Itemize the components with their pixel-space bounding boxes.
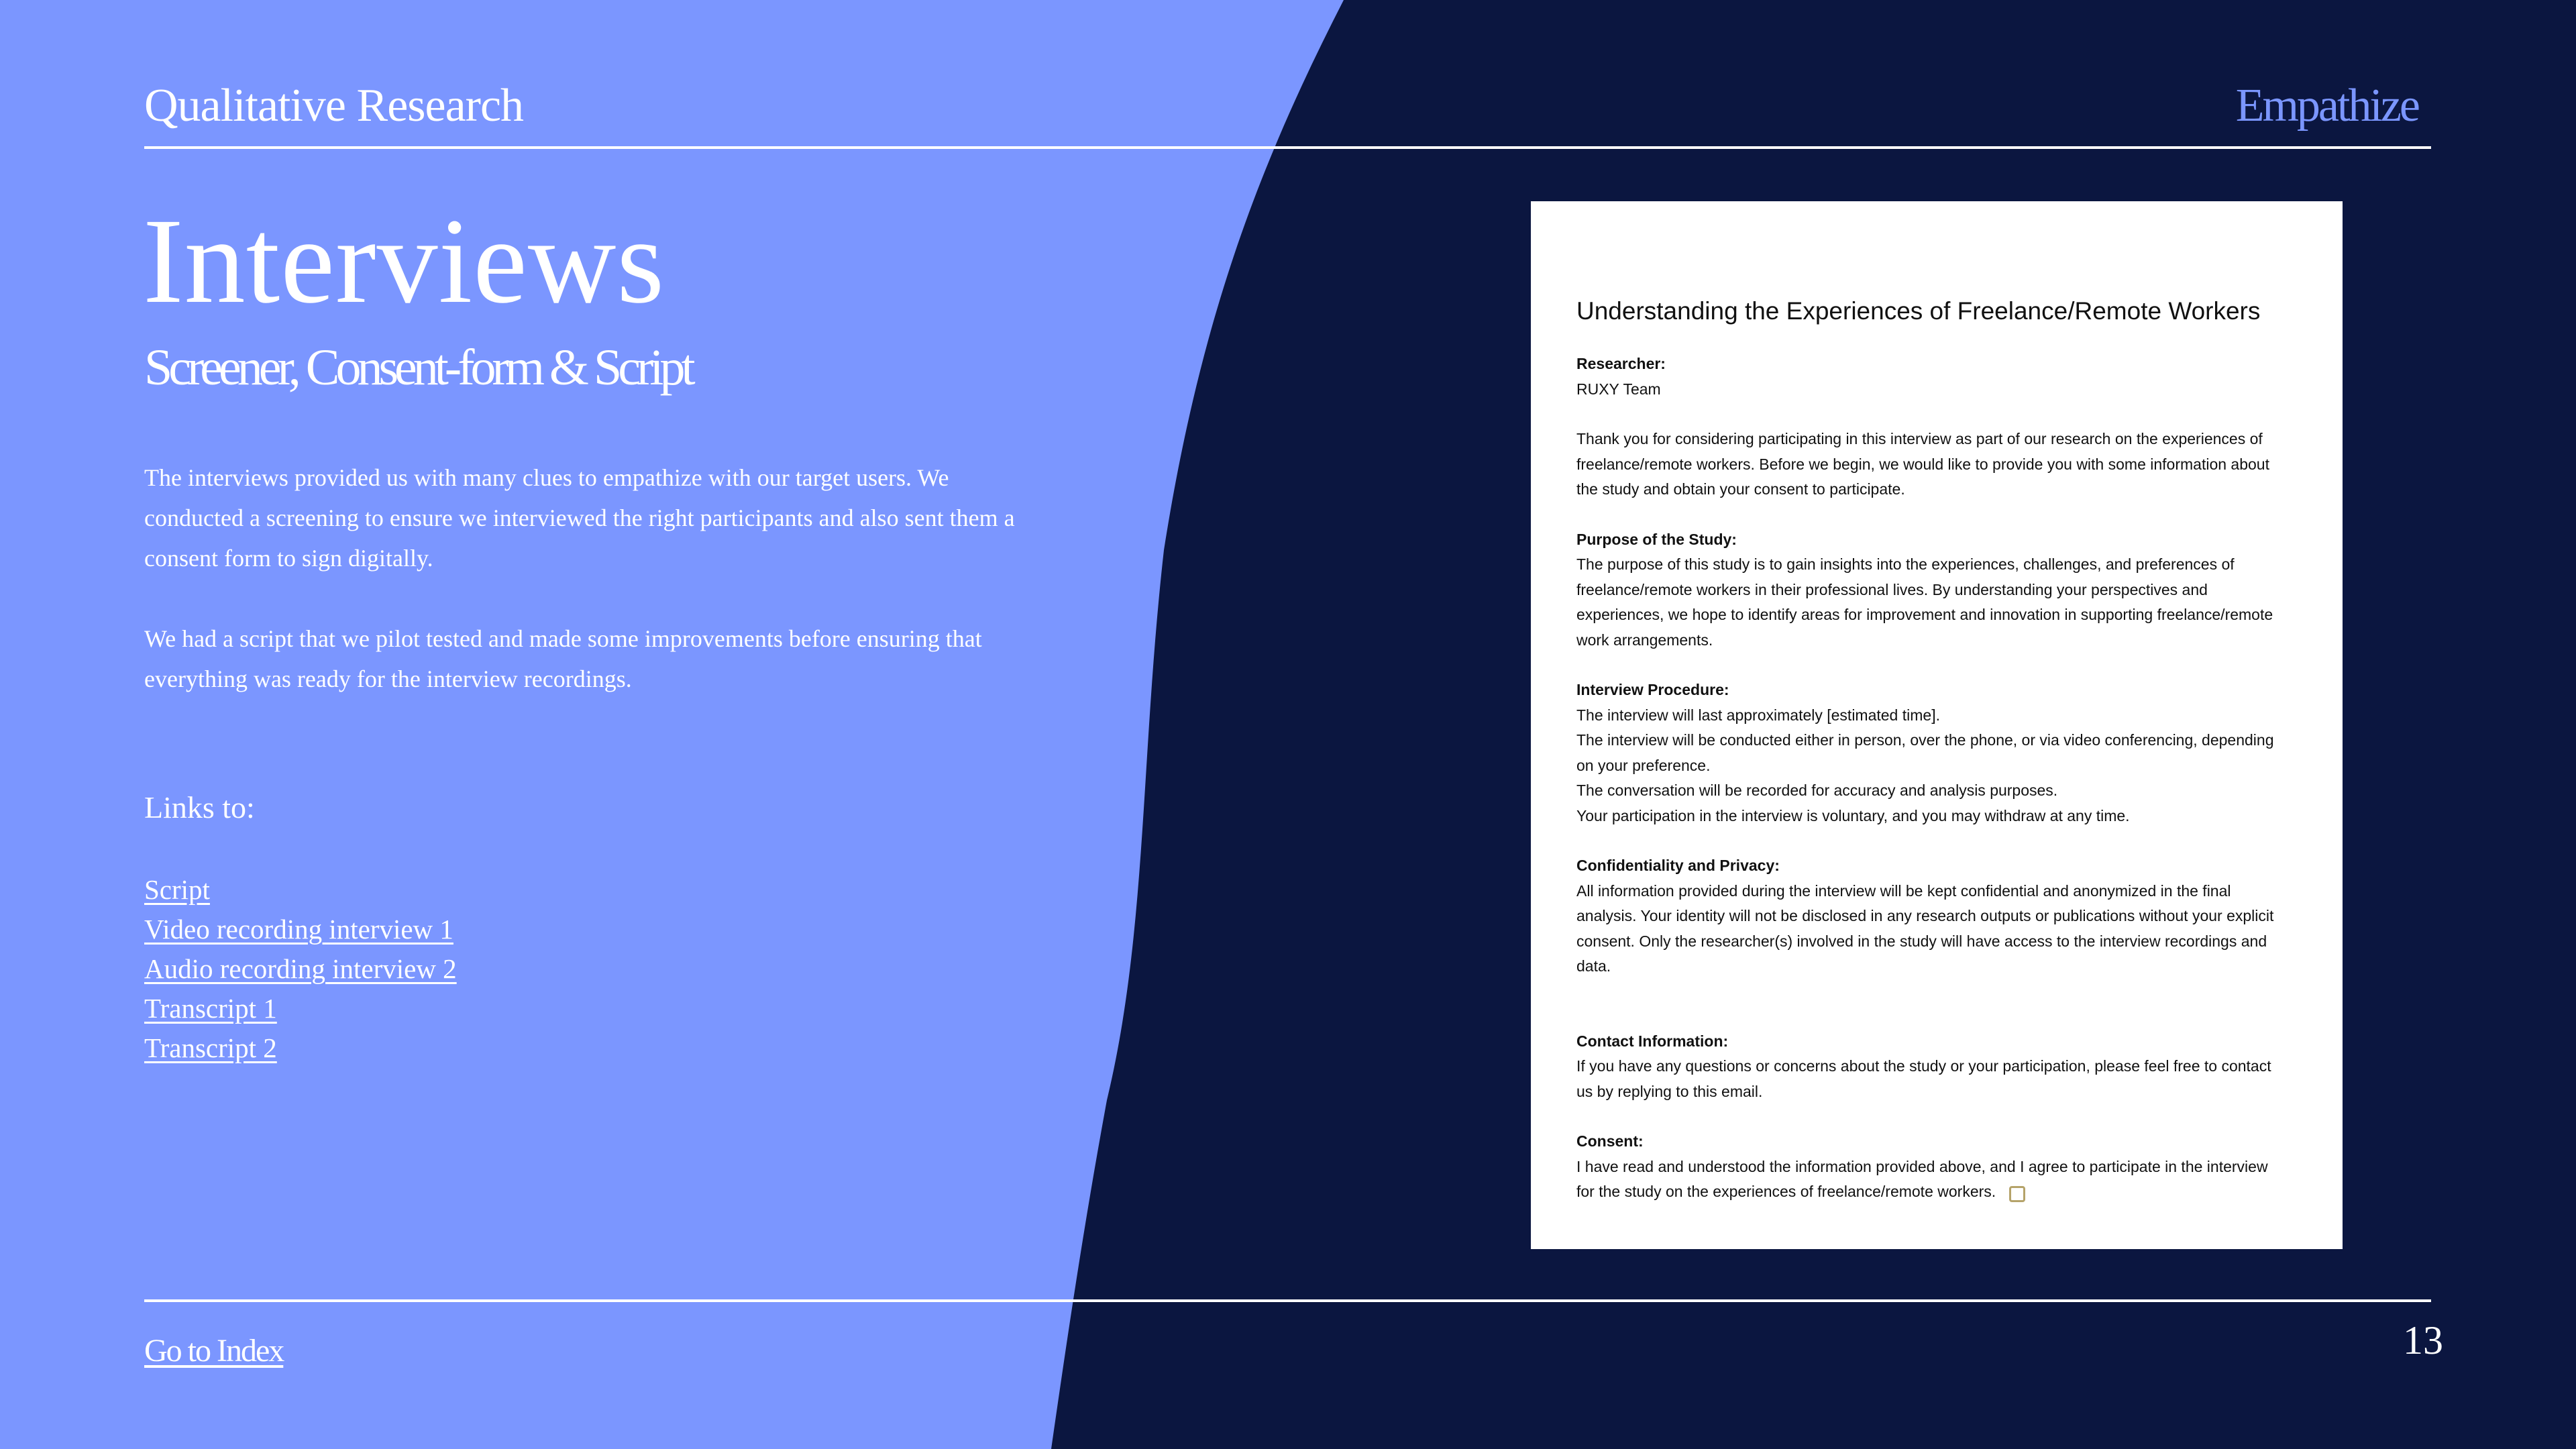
procedure-line: The interview will last approximately [estimated time].	[1576, 706, 1940, 724]
privacy-text: All information provided during the interview will be kept confidential and anonymized in the final analysis. Your identity will not be disclosed in any research outputs or publications without your explicit consent. Only the researcher(s) involved in the study will have access to the interview recordings and data.	[1576, 881, 2274, 975]
consent-section	[1576, 1129, 2289, 1205]
link-item	[144, 949, 457, 989]
link-item	[144, 910, 457, 949]
page-number: 13	[2403, 1318, 2443, 1362]
description-paragraph: The interviews provided us with many clues to empathize with our target users. We conducted a screening to ensure we interviewed the right participants and also sent them a consent form to sign digitally.	[144, 464, 1015, 572]
purpose-section	[1576, 527, 2289, 653]
researcher-name: RUXY Team	[1576, 380, 1661, 398]
page-title: Interviews	[143, 194, 665, 329]
procedure-heading: Interview Procedure:	[1576, 681, 1729, 698]
links-list	[144, 870, 457, 1068]
transcript-2-link[interactable]: Transcript 2	[144, 1032, 277, 1063]
video-recording-interview-1-link[interactable]: Video recording interview 1	[144, 914, 453, 945]
purpose-text: The purpose of this study is to gain insights into the experiences, challenges, and preferences of freelance/remote workers in their professional lives. By understanding your perspectives and experiences, we hope to identify areas for improvement and innovation in supporting freelance/remote work arrangements.	[1576, 555, 2273, 649]
consent-form-title: Understanding the Experiences of Freelance/Remote Workers	[1576, 297, 2261, 325]
privacy-section	[1576, 853, 2289, 979]
procedure-section	[1576, 678, 2289, 828]
intro-section	[1576, 427, 2289, 502]
header-divider	[144, 146, 2431, 149]
consent-line	[1576, 1155, 2289, 1205]
description-paragraph: We had a script that we pilot tested and made some improvements before ensuring that everything was ready for the interview recordings.	[144, 625, 982, 692]
footer-divider	[144, 1299, 2431, 1302]
procedure-line: Your participation in the interview is voluntary, and you may withdraw at any time.	[1576, 806, 2130, 824]
purpose-heading: Purpose of the Study:	[1576, 530, 1737, 548]
researcher-heading: Researcher:	[1576, 355, 1666, 372]
privacy-heading: Confidentiality and Privacy:	[1576, 857, 1780, 874]
audio-recording-interview-2-link[interactable]: Audio recording interview 2	[144, 953, 457, 984]
procedure-line: The interview will be conducted either in person, over the phone, or via video conferencing, depending on your preference.	[1576, 731, 2274, 774]
section-label: Qualitative Research	[144, 80, 524, 131]
contact-text: If you have any questions or concerns about the study or your participation, please feel free to contact us by replying to this email.	[1576, 1057, 2271, 1100]
consent-heading: Consent:	[1576, 1132, 1644, 1150]
researcher-section	[1576, 352, 2289, 402]
intro-text: Thank you for considering participating in this interview as part of our research on the experiences of freelance/remote workers. Before we begin, we would like to provide you with some information about the study and obtain your consent to participate.	[1576, 430, 2269, 498]
links-label: Links to:	[144, 790, 255, 824]
link-item	[144, 989, 457, 1028]
procedure-line: The conversation will be recorded for accuracy and analysis purposes.	[1576, 782, 2058, 799]
contact-section	[1576, 1029, 2289, 1105]
link-item	[144, 870, 457, 910]
description	[144, 458, 1036, 699]
page-subtitle: Screener, Consent-form & Script	[144, 339, 692, 396]
go-to-index-link[interactable]: Go to Index	[144, 1333, 284, 1368]
consent-form-image	[1531, 201, 2343, 1249]
consent-checkbox	[2009, 1186, 2025, 1202]
link-item	[144, 1028, 457, 1068]
contact-heading: Contact Information:	[1576, 1032, 1729, 1050]
transcript-1-link[interactable]: Transcript 1	[144, 993, 277, 1024]
consent-text: I have read and understood the information provided above, and I agree to participate in the interview for the study on the experiences of freelance/remote workers.	[1576, 1157, 2268, 1200]
script-link[interactable]: Script	[144, 874, 210, 905]
phase-label: Empathize	[2235, 80, 2418, 131]
